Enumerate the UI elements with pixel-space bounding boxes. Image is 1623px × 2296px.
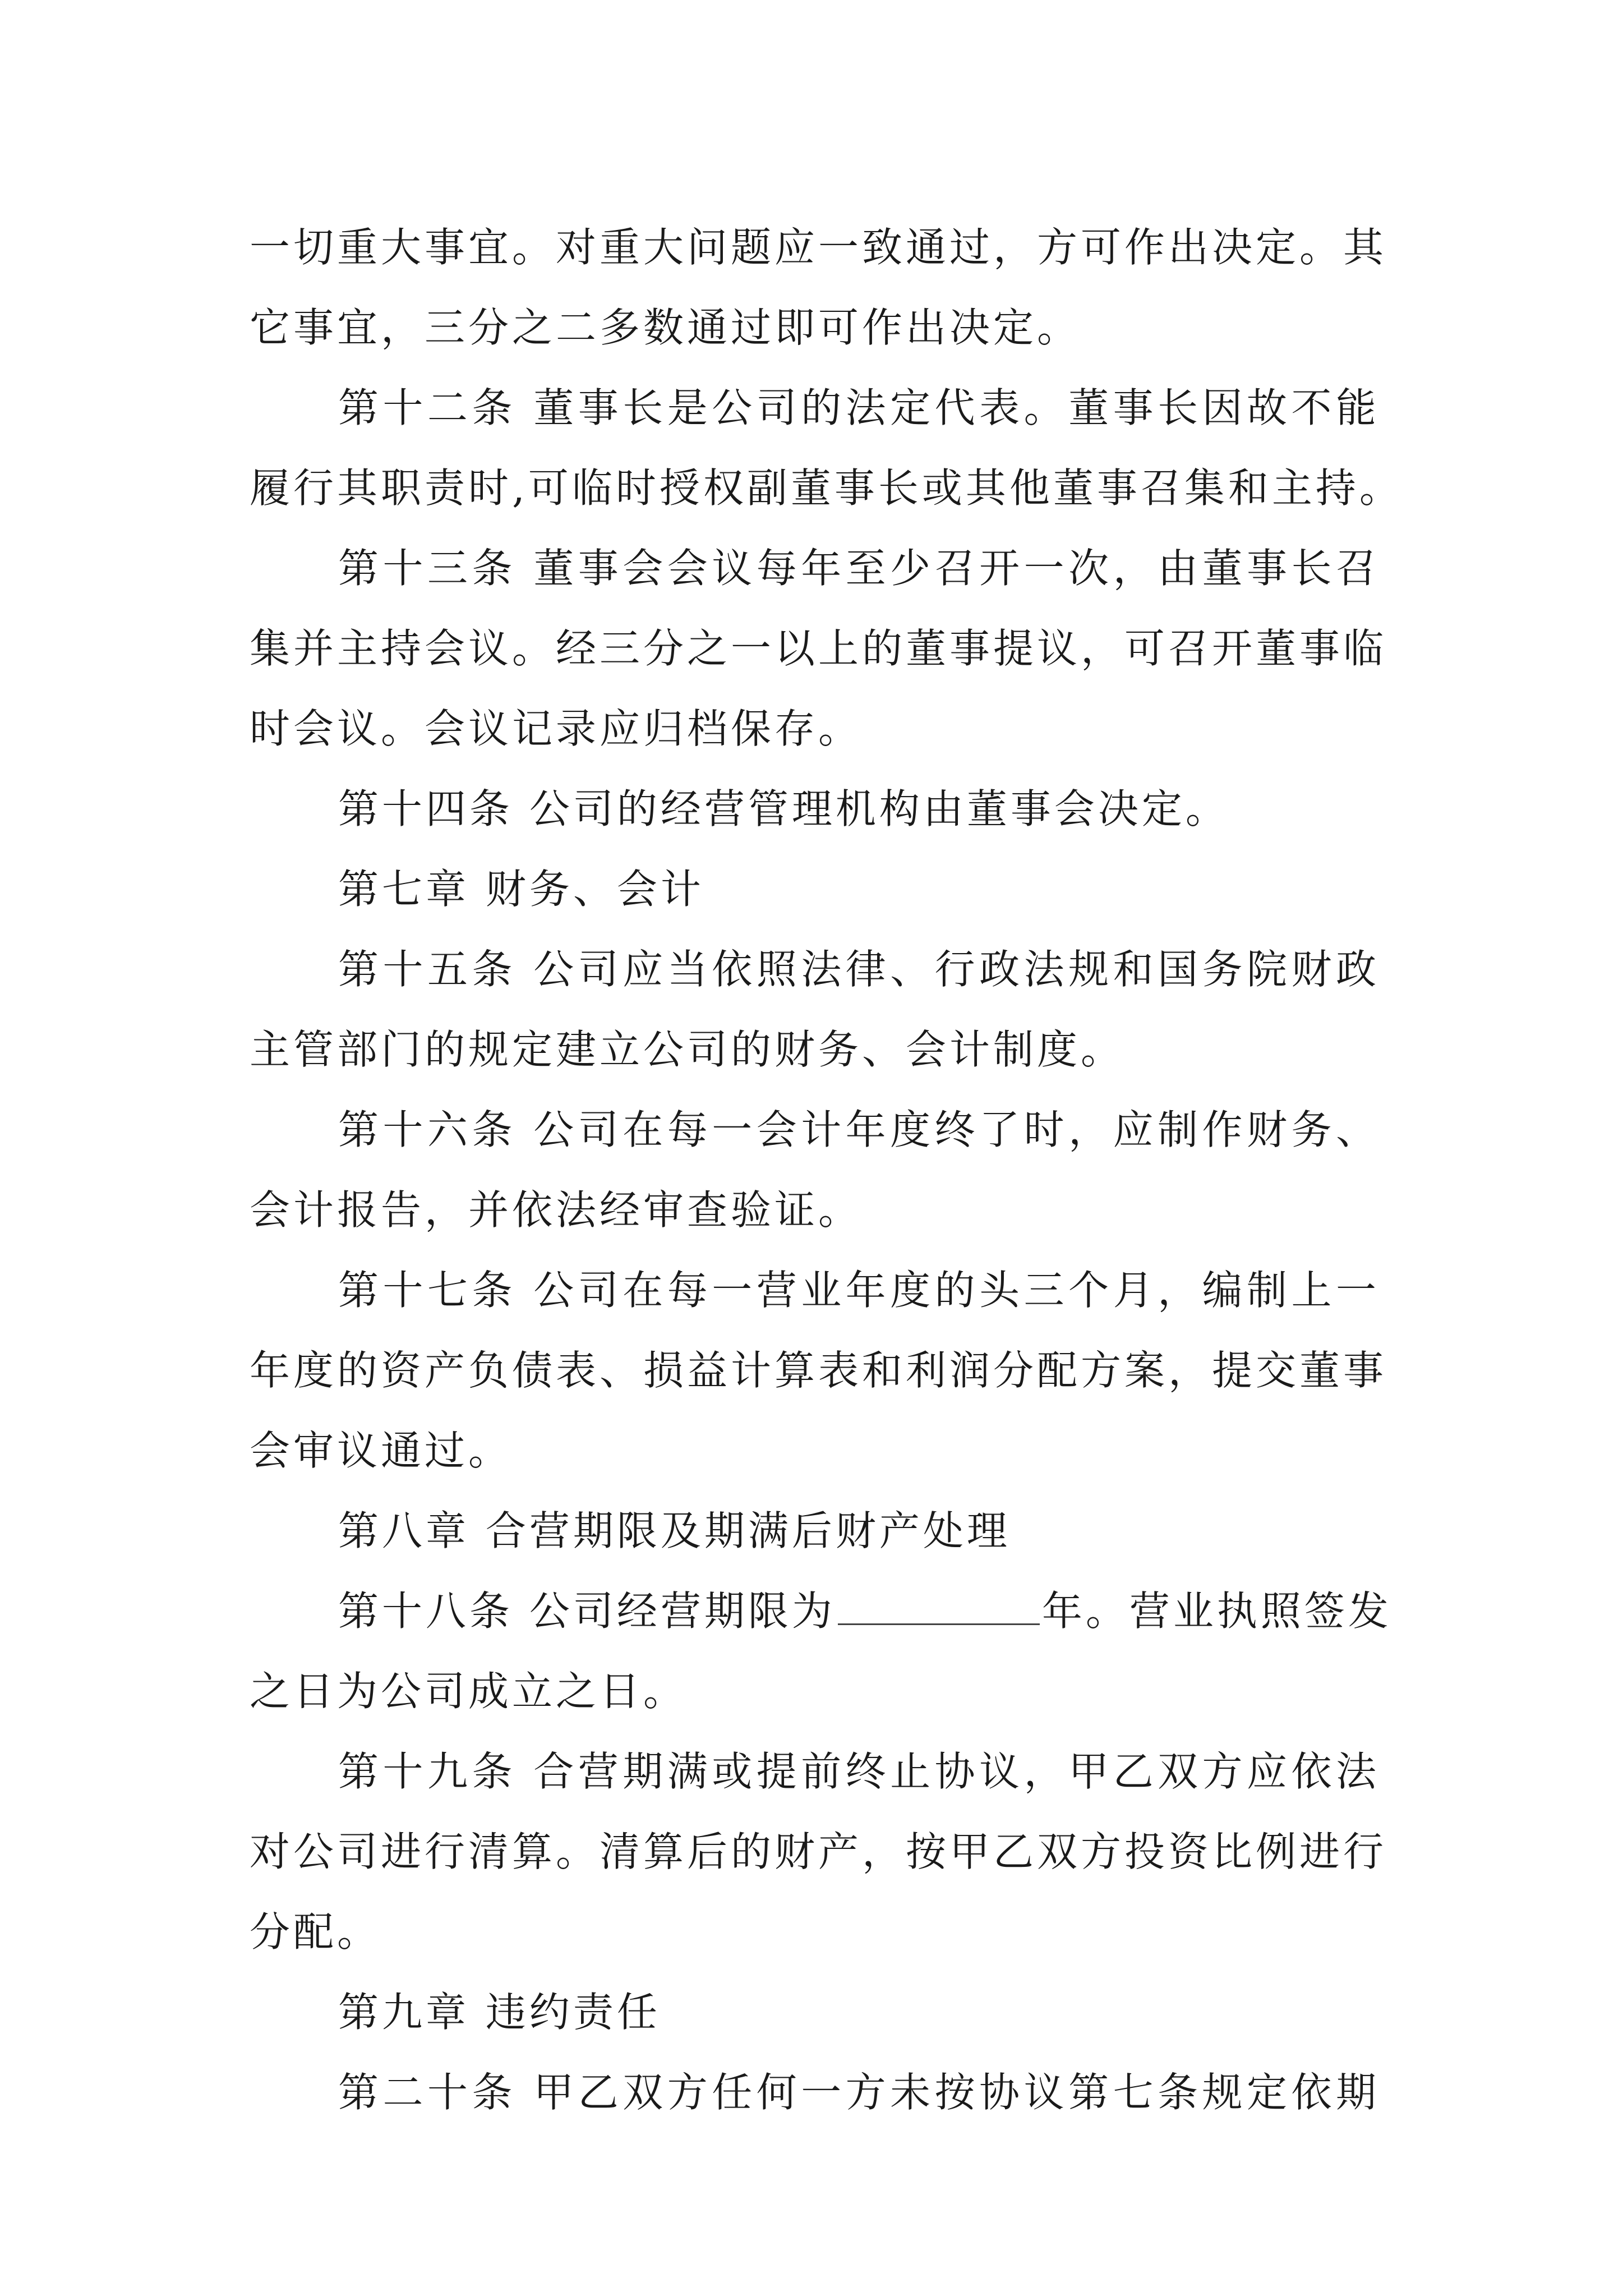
- text-line: 分配。: [250, 1908, 381, 1955]
- chapter-9-heading: 第九章 违约责任: [338, 1989, 661, 2036]
- text-line: 集并主持会议。经三分之一以上的董事提议，可召开董事临: [250, 625, 1387, 672]
- text-line: 履行其职责时,可临时授权副董事长或其他董事召集和主持。: [250, 464, 1403, 512]
- article-18-line: [250, 1571, 1392, 1651]
- text-line: 会审议通过。: [250, 1427, 513, 1474]
- article-18-text-end: 年。营业执照签发: [1041, 1588, 1392, 1635]
- article-14-line: 第十四条 公司的经营管理机构由董事会决定。: [338, 785, 1229, 832]
- term-blank-field: [838, 1590, 1040, 1625]
- text-line: 年度的资产负债表、损益计算表和利润分配方案，提交董事: [250, 1347, 1387, 1394]
- article-16-line: 第十六条 公司在每一会计年度终了时，应制作财务、: [338, 1106, 1380, 1153]
- article-20-line: 第二十条 甲乙双方任何一方未按协议第七条规定依期: [338, 2069, 1380, 2116]
- article-13-line: 第十三条 董事会会议每年至少召开一次，由董事长召: [338, 545, 1380, 592]
- article-15-line: 第十五条 公司应当依照法律、行政法规和国务院财政: [338, 946, 1380, 993]
- article-17-line: 第十七条 公司在每一营业年度的头三个月，编制上一: [338, 1267, 1380, 1314]
- article-18-text-start: 第十八条 公司经营期限为: [338, 1588, 836, 1635]
- chapter-8-heading: 第八章 合营期限及期满后财产处理: [338, 1507, 1011, 1554]
- text-line: 时会议。会议记录应归档保存。: [250, 705, 863, 752]
- text-line: 一切重大事宜。对重大问题应一致通过，方可作出决定。其: [250, 224, 1387, 271]
- text-line: 对公司进行清算。清算后的财产，按甲乙双方投资比例进行: [250, 1828, 1387, 1875]
- text-line: 会计报告，并依法经审查验证。: [250, 1186, 863, 1234]
- text-line: 它事宜，三分之二多数通过即可作出决定。: [250, 304, 1081, 351]
- article-12-line: 第十二条 董事长是公司的法定代表。董事长因故不能: [338, 384, 1380, 431]
- text-line: 主管部门的规定建立公司的财务、会计制度。: [250, 1026, 1125, 1073]
- article-19-line: 第十九条 合营期满或提前终止协议，甲乙双方应依法: [338, 1748, 1380, 1795]
- text-line: 之日为公司成立之日。: [250, 1668, 688, 1715]
- document-body: [250, 208, 1403, 2133]
- chapter-7-heading: 第七章 财务、会计: [338, 866, 704, 913]
